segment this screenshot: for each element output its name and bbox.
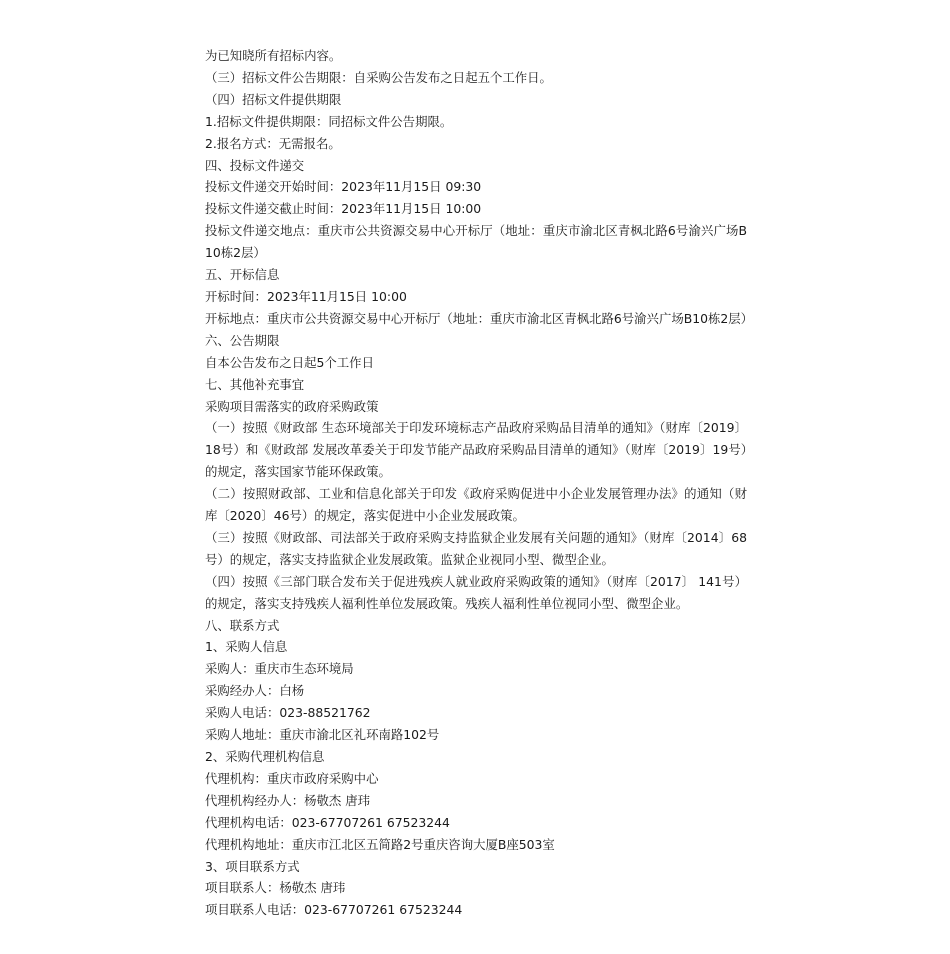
policy-item: （二）按照财政部、工业和信息化部关于印发《政府采购促进中小企业发展管理办法》的通知（财库〔2020〕46号）的规定，落实促进中小企业发展政策。 (205, 486, 747, 524)
text-line: 项目联系人电话：023-67707261 67523244 (205, 902, 463, 918)
text-line: 项目联系人：杨敬杰 唐玮 (205, 880, 346, 896)
text-line: 为已知晓所有招标内容。 (205, 48, 342, 63)
text-line: 采购人地址：重庆市渝北区礼环南路102号 (205, 727, 440, 743)
text-line: 2.报名方式：无需报名。 (205, 135, 341, 151)
policy-item: （三）按照《财政部、司法部关于政府采购支持监狱企业发展有关问题的通知》（财库〔2014〕68号）的规定，落实支持监狱企业发展政策。监狱企业视同小型、微型企业。 (205, 529, 747, 567)
text-line: （四）招标文件提供期限 (205, 91, 342, 107)
text-line: 投标文件递交地点：重庆市公共资源交易中心开标厅（地址：重庆市渝北区青枫北路6号渝兴广场B10栋2层） (205, 223, 747, 261)
text-line: 采购人电话：023-88521762 (205, 705, 371, 721)
subsection-heading: 3、项目联系方式 (205, 858, 300, 874)
text-line: 采购人：重庆市生态环境局 (205, 661, 354, 677)
text-line: 代理机构地址：重庆市江北区五简路2号重庆咨询大厦B座503室 (205, 836, 555, 852)
text-line: （三）招标文件公告期限：自采购公告发布之日起五个工作日。 (205, 69, 552, 85)
announcement-body (205, 45, 754, 921)
section-heading: 八、联系方式 (205, 617, 280, 633)
text-line: 1.招标文件提供期限：同招标文件公告期限。 (205, 113, 453, 129)
text-line: 采购项目需落实的政府采购政策 (205, 398, 379, 414)
subsection-heading: 2、采购代理机构信息 (205, 749, 325, 764)
policy-item: （一）按照《财政部 生态环境部关于印发环境标志产品政府采购品目清单的通知》（财库〔2019〕18号）和《财政部 发展改革委关于印发节能产品政府采购品目清单的通知》（财库〔2019〕19号）的规定，落实国家节能环保政策。 (205, 420, 747, 480)
text-line: 投标文件递交开始时间：2023年11月15日 09:30 (205, 179, 482, 195)
text-line: 采购经办人：白杨 (205, 683, 305, 699)
section-heading: 四、投标文件递交 (205, 157, 305, 173)
text-line: 开标地点：重庆市公共资源交易中心开标厅（地址：重庆市渝北区青枫北路6号渝兴广场B10栋2层） (205, 310, 754, 326)
section-heading: 六、公告期限 (205, 332, 280, 348)
text-line: 自本公告发布之日起5个工作日 (205, 354, 374, 370)
section-heading: 七、其他补充事宜 (205, 376, 305, 392)
text-line: 开标时间：2023年11月15日 10:00 (205, 288, 407, 304)
subsection-heading: 1、采购人信息 (205, 639, 288, 655)
policy-item: （四）按照《三部门联合发布关于促进残疾人就业政府采购政策的通知》（财库〔2017〕 141号）的规定，落实支持残疾人福利性单位发展政策。残疾人福利性单位视同小型、微型企业。 (205, 573, 747, 611)
section-heading: 五、开标信息 (205, 267, 280, 283)
text-line: 代理机构：重庆市政府采购中心 (205, 770, 379, 786)
text-line: 代理机构电话：023-67707261 67523244 (205, 814, 450, 830)
text-line: 代理机构经办人：杨敬杰 唐玮 (205, 792, 371, 808)
text-line: 投标文件递交截止时间：2023年11月15日 10:00 (205, 201, 482, 217)
